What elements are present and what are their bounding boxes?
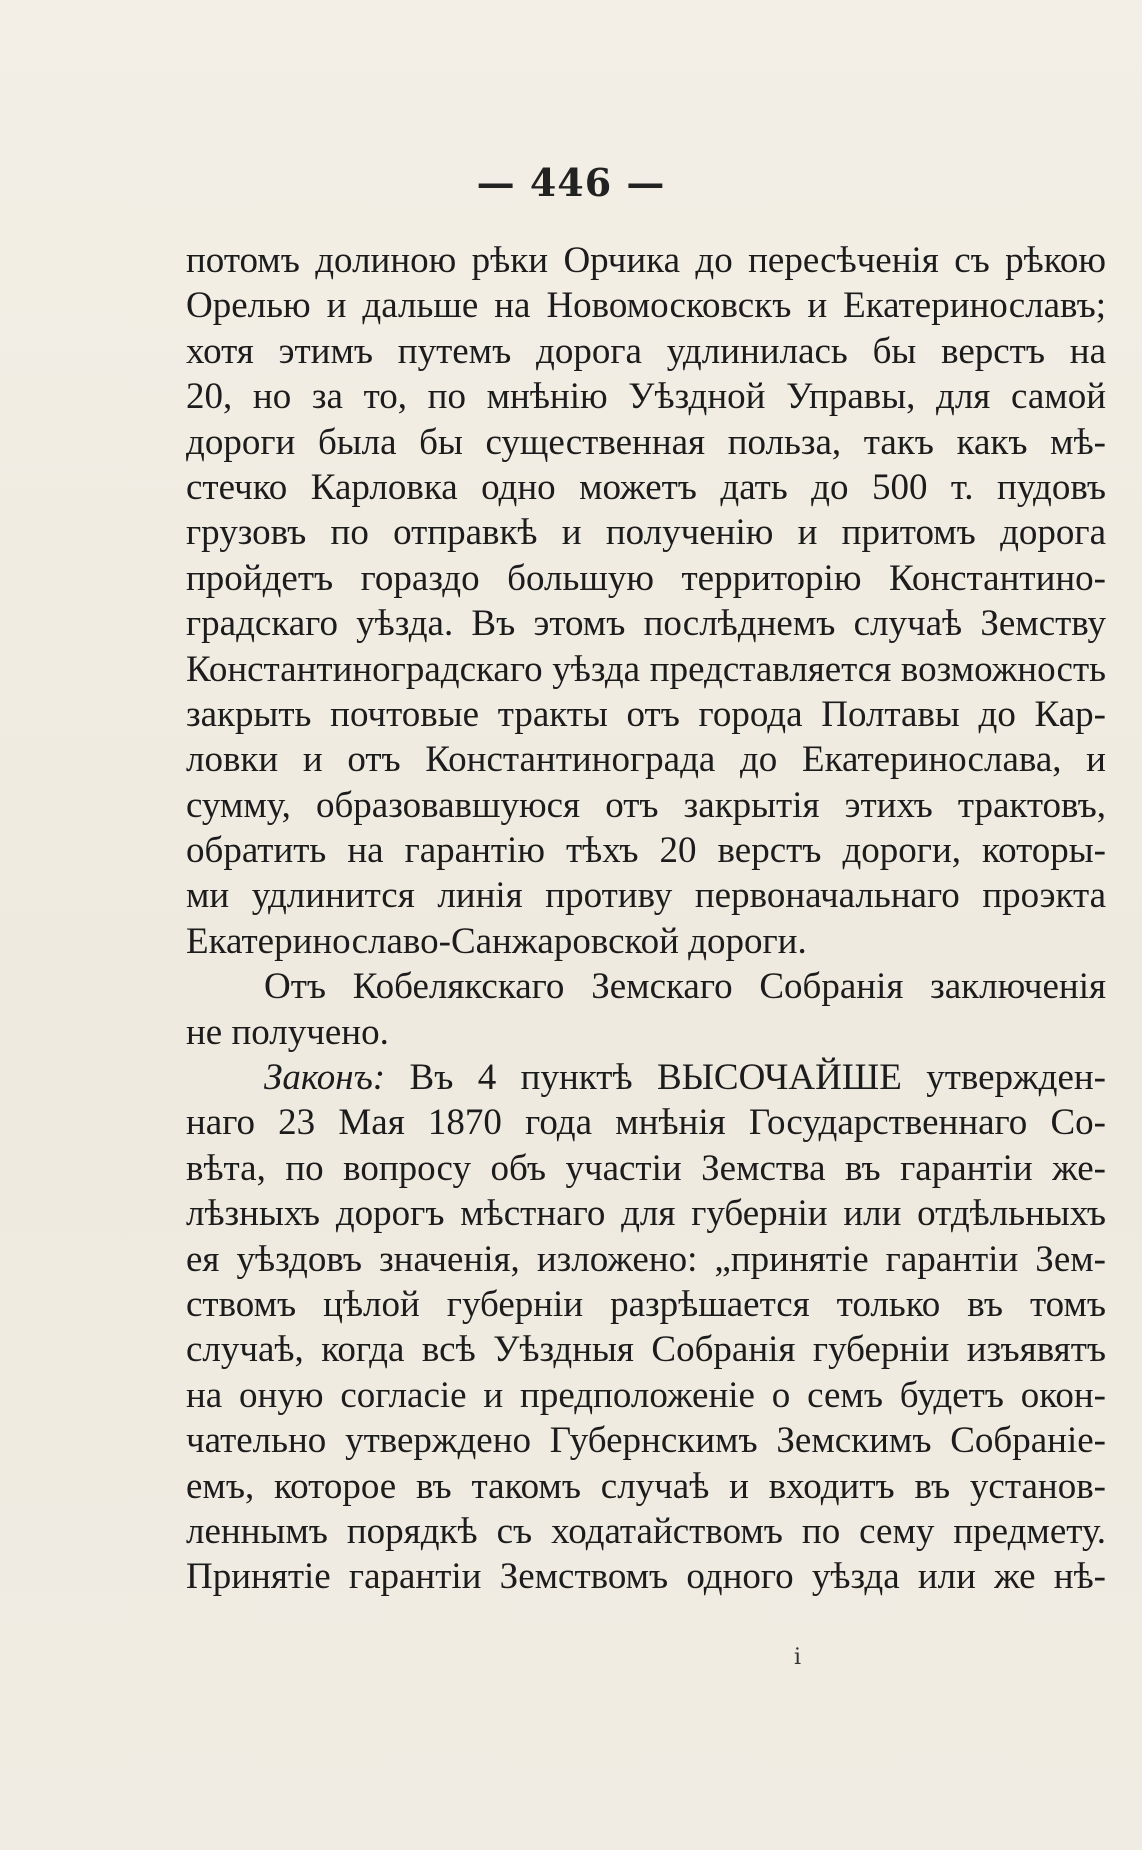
text-line-20: наго 23 Мая 1870 года мнѣнія Государственнаго Со- [186, 1102, 1106, 1144]
text-line-19 [186, 1055, 1106, 1100]
text-line-16: Екатеринославо-Санжаровской дороги. [186, 920, 807, 962]
text-line-21: вѣта, по вопросу объ участіи Земства въ гарантіи же- [186, 1147, 1106, 1189]
text-line-17: Отъ Кобелякскаго Земскаго Собранія заключенія [264, 966, 1106, 1008]
text-line-11: закрыть почтовые тракты отъ города Полтавы до Кар- [186, 693, 1106, 735]
text-line-25: случаѣ, когда всѣ Уѣздныя Собранія губерніи изъявятъ [186, 1329, 1106, 1371]
text-line-9: градскаго уѣзда. Въ этомъ послѣднемъ случаѣ Земству [186, 603, 1106, 645]
text-line-3: хотя этимъ путемъ дорога удлинилась бы верстъ на [186, 330, 1106, 372]
page-number: — 446 — [476, 160, 666, 205]
text-line-23: ея уѣздовъ значенія, изложено: „принятіе гарантіи Зем- [186, 1238, 1106, 1280]
body-text [186, 238, 1106, 1600]
text-line-6: стечко Карловка одно можетъ дать до 500 т. пудовъ [186, 466, 1106, 508]
text-line-4: 20, но за то, по мнѣнію Уѣздной Управы, для самой [186, 376, 1106, 418]
text-line-30: Принятіе гарантіи Земствомъ одного уѣзда или же нѣ- [186, 1556, 1106, 1598]
text-line-13: сумму, образовавшуюся отъ закрытія этихъ трактовъ, [186, 784, 1106, 826]
text-line-5: дороги была бы существенная польза, такъ какъ мѣ- [186, 421, 1106, 463]
text-line-22: лѣзныхъ дорогъ мѣстнаго для губерніи или отдѣльныхъ [186, 1193, 1106, 1235]
law-rest: Въ 4 пунктѣ ВЫСОЧАЙШЕ утвержден- [385, 1057, 1106, 1099]
text-line-27: чательно утверждено Губернскимъ Земскимъ Собраніе- [186, 1420, 1106, 1462]
text-line-2: Орелью и дальше на Новомосковскъ и Екатеринославъ; [186, 285, 1106, 327]
text-line-29: леннымъ порядкѣ съ ходатайствомъ по сему предмету. [186, 1510, 1106, 1552]
text-line-1: потомъ долиною рѣки Орчика до пересѣченія съ рѣкою [186, 240, 1106, 281]
text-line-18: не получено. [186, 1011, 389, 1053]
text-line-10: Константиноградскаго уѣзда представляется возможность [186, 648, 1106, 690]
text-line-8: пройдетъ гораздо большую территорію Константино- [186, 557, 1106, 599]
law-label: Законъ: [264, 1057, 386, 1099]
text-line-15: ми удлинится линія противу первоначальнаго проэкта [186, 875, 1106, 917]
footer-mark: і [794, 1645, 802, 1670]
text-line-28: емъ, которое въ такомъ случаѣ и входитъ въ установ- [186, 1465, 1106, 1507]
text-line-24: ствомъ цѣлой губерніи разрѣшается только въ томъ [186, 1283, 1106, 1325]
text-line-7: грузовъ по отправкѣ и полученію и притомъ дорога [186, 512, 1106, 554]
text-line-26: на оную согласіе и предположеніе о семъ будетъ окон- [186, 1374, 1106, 1416]
text-line-14: обратить на гарантію тѣхъ 20 верстъ дороги, которы- [186, 830, 1106, 872]
text-line-12: ловки и отъ Константинограда до Екатеринослава, и [186, 739, 1106, 781]
